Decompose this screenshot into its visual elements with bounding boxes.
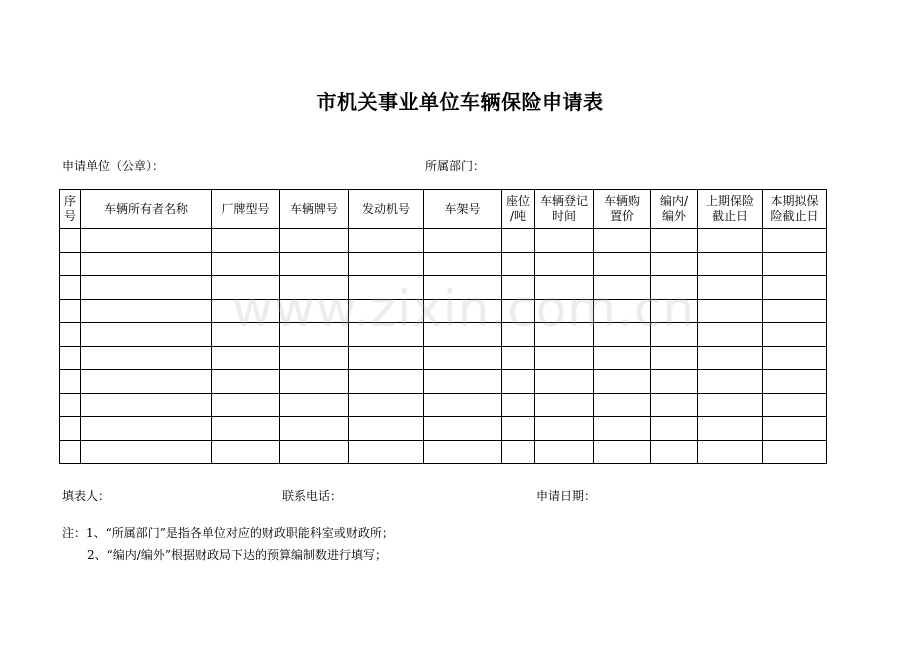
table-row: [60, 417, 827, 441]
table-cell[interactable]: [60, 229, 81, 253]
col-header-brand-model: 厂牌型号: [212, 190, 280, 229]
table-cell[interactable]: [651, 346, 698, 370]
table-cell[interactable]: [502, 440, 535, 464]
col-header-purchase-price: 车辆购 置价: [594, 190, 651, 229]
table-cell[interactable]: [535, 393, 594, 417]
apply-date-label: 申请日期：: [536, 489, 597, 503]
table-cell[interactable]: [502, 229, 535, 253]
watermark: www.zixin.com.cn: [232, 280, 696, 338]
table-cell[interactable]: [502, 393, 535, 417]
table-cell[interactable]: [698, 440, 763, 464]
table-cell[interactable]: [763, 440, 827, 464]
table-cell[interactable]: [60, 323, 81, 347]
table-cell[interactable]: [349, 252, 424, 276]
col-header-seats-tons: 座位 /吨: [502, 190, 535, 229]
col-header-plate-number: 车辆牌号: [280, 190, 349, 229]
table-cell[interactable]: [698, 229, 763, 253]
table-cell[interactable]: [651, 252, 698, 276]
table-cell[interactable]: [698, 299, 763, 323]
table-header-row: [60, 190, 827, 229]
table-cell[interactable]: [535, 229, 594, 253]
table-cell[interactable]: [60, 299, 81, 323]
table-cell[interactable]: [349, 417, 424, 441]
table-cell[interactable]: [212, 417, 280, 441]
table-cell[interactable]: [763, 393, 827, 417]
table-cell[interactable]: [212, 252, 280, 276]
table-cell[interactable]: [280, 440, 349, 464]
table-cell[interactable]: [349, 370, 424, 394]
form-title: 市机关事业单位车辆保险申请表: [316, 90, 604, 114]
table-cell[interactable]: [212, 346, 280, 370]
table-cell[interactable]: [349, 346, 424, 370]
table-cell[interactable]: [60, 276, 81, 300]
table-cell[interactable]: [349, 229, 424, 253]
table-cell[interactable]: [424, 252, 502, 276]
table-cell[interactable]: [81, 417, 212, 441]
table-row: [60, 393, 827, 417]
table-cell[interactable]: [212, 440, 280, 464]
table-cell[interactable]: [594, 393, 651, 417]
table-cell[interactable]: [60, 370, 81, 394]
table-cell[interactable]: [594, 229, 651, 253]
table-cell[interactable]: [698, 346, 763, 370]
table-cell[interactable]: [763, 299, 827, 323]
table-cell[interactable]: [212, 393, 280, 417]
table-cell[interactable]: [651, 417, 698, 441]
applicant-unit-label: 申请单位（公章）：: [62, 159, 165, 173]
table-row: [60, 370, 827, 394]
table-cell[interactable]: [594, 417, 651, 441]
filler-label: 填表人：: [62, 489, 111, 503]
table-cell[interactable]: [349, 393, 424, 417]
table-cell[interactable]: [763, 323, 827, 347]
table-cell[interactable]: [502, 417, 535, 441]
table-cell[interactable]: [698, 323, 763, 347]
table-cell[interactable]: [424, 229, 502, 253]
table-cell[interactable]: [763, 417, 827, 441]
table-cell[interactable]: [349, 440, 424, 464]
table-row: [60, 346, 827, 370]
table-cell[interactable]: [594, 440, 651, 464]
table-row: [60, 252, 827, 276]
table-cell[interactable]: [280, 393, 349, 417]
col-header-last-insurance-end: 上期保险 截止日: [698, 190, 763, 229]
table-cell[interactable]: [535, 370, 594, 394]
col-header-owner-name: 车辆所有者名称: [81, 190, 212, 229]
col-header-engine-number: 发动机号: [349, 190, 424, 229]
note-1: 注：1、“所属部门”是指各单位对应的财政职能科室或财政所；: [62, 526, 394, 540]
table-cell[interactable]: [535, 252, 594, 276]
table-cell[interactable]: [280, 346, 349, 370]
table-cell[interactable]: [535, 346, 594, 370]
table-row: [60, 440, 827, 464]
table-cell[interactable]: [280, 417, 349, 441]
department-label: 所属部门：: [425, 159, 486, 173]
table-cell[interactable]: [502, 370, 535, 394]
table-cell[interactable]: [535, 417, 594, 441]
table-cell[interactable]: [502, 252, 535, 276]
note-2: 2、“编内/编外”根据财政局下达的预算编制数进行填写；: [87, 548, 387, 562]
table-cell[interactable]: [60, 393, 81, 417]
table-cell[interactable]: [424, 393, 502, 417]
table-cell[interactable]: [594, 346, 651, 370]
table-cell[interactable]: [81, 252, 212, 276]
table-cell[interactable]: [424, 417, 502, 441]
table-cell[interactable]: [698, 276, 763, 300]
table-cell[interactable]: [60, 346, 81, 370]
table-cell[interactable]: [698, 252, 763, 276]
table-cell[interactable]: [81, 299, 212, 323]
table-cell[interactable]: [535, 440, 594, 464]
table-cell[interactable]: [60, 252, 81, 276]
col-header-registration-time: 车辆登记 时间: [535, 190, 594, 229]
phone-label: 联系电话：: [282, 489, 343, 503]
table-cell[interactable]: [81, 346, 212, 370]
col-header-staffing: 编内/ 编外: [651, 190, 698, 229]
col-header-index: 序 号: [60, 190, 81, 229]
table-cell[interactable]: [81, 323, 212, 347]
table-cell[interactable]: [81, 440, 212, 464]
table-cell[interactable]: [212, 229, 280, 253]
table-cell[interactable]: [60, 440, 81, 464]
table-cell[interactable]: [280, 252, 349, 276]
table-cell[interactable]: [81, 229, 212, 253]
table-cell[interactable]: [763, 252, 827, 276]
table-cell[interactable]: [60, 417, 81, 441]
table-cell[interactable]: [424, 440, 502, 464]
table-cell[interactable]: [594, 252, 651, 276]
table-cell[interactable]: [698, 370, 763, 394]
table-row: [60, 229, 827, 253]
table-cell[interactable]: [763, 276, 827, 300]
table-cell[interactable]: [651, 370, 698, 394]
table-cell[interactable]: [212, 370, 280, 394]
table-cell[interactable]: [81, 393, 212, 417]
table-cell[interactable]: [763, 370, 827, 394]
table-cell[interactable]: [651, 440, 698, 464]
table-cell[interactable]: [698, 417, 763, 441]
table-cell[interactable]: [280, 370, 349, 394]
col-header-frame-number: 车架号: [424, 190, 502, 229]
table-cell[interactable]: [280, 229, 349, 253]
col-header-planned-insurance-end: 本期拟保 险截止日: [763, 190, 827, 229]
table-cell[interactable]: [651, 229, 698, 253]
table-cell[interactable]: [594, 370, 651, 394]
table-cell[interactable]: [698, 393, 763, 417]
table-cell[interactable]: [424, 370, 502, 394]
table-cell[interactable]: [502, 346, 535, 370]
table-cell[interactable]: [81, 370, 212, 394]
table-cell[interactable]: [651, 393, 698, 417]
table-cell[interactable]: [81, 276, 212, 300]
table-cell[interactable]: [763, 229, 827, 253]
table-cell[interactable]: [424, 346, 502, 370]
table-cell[interactable]: [763, 346, 827, 370]
